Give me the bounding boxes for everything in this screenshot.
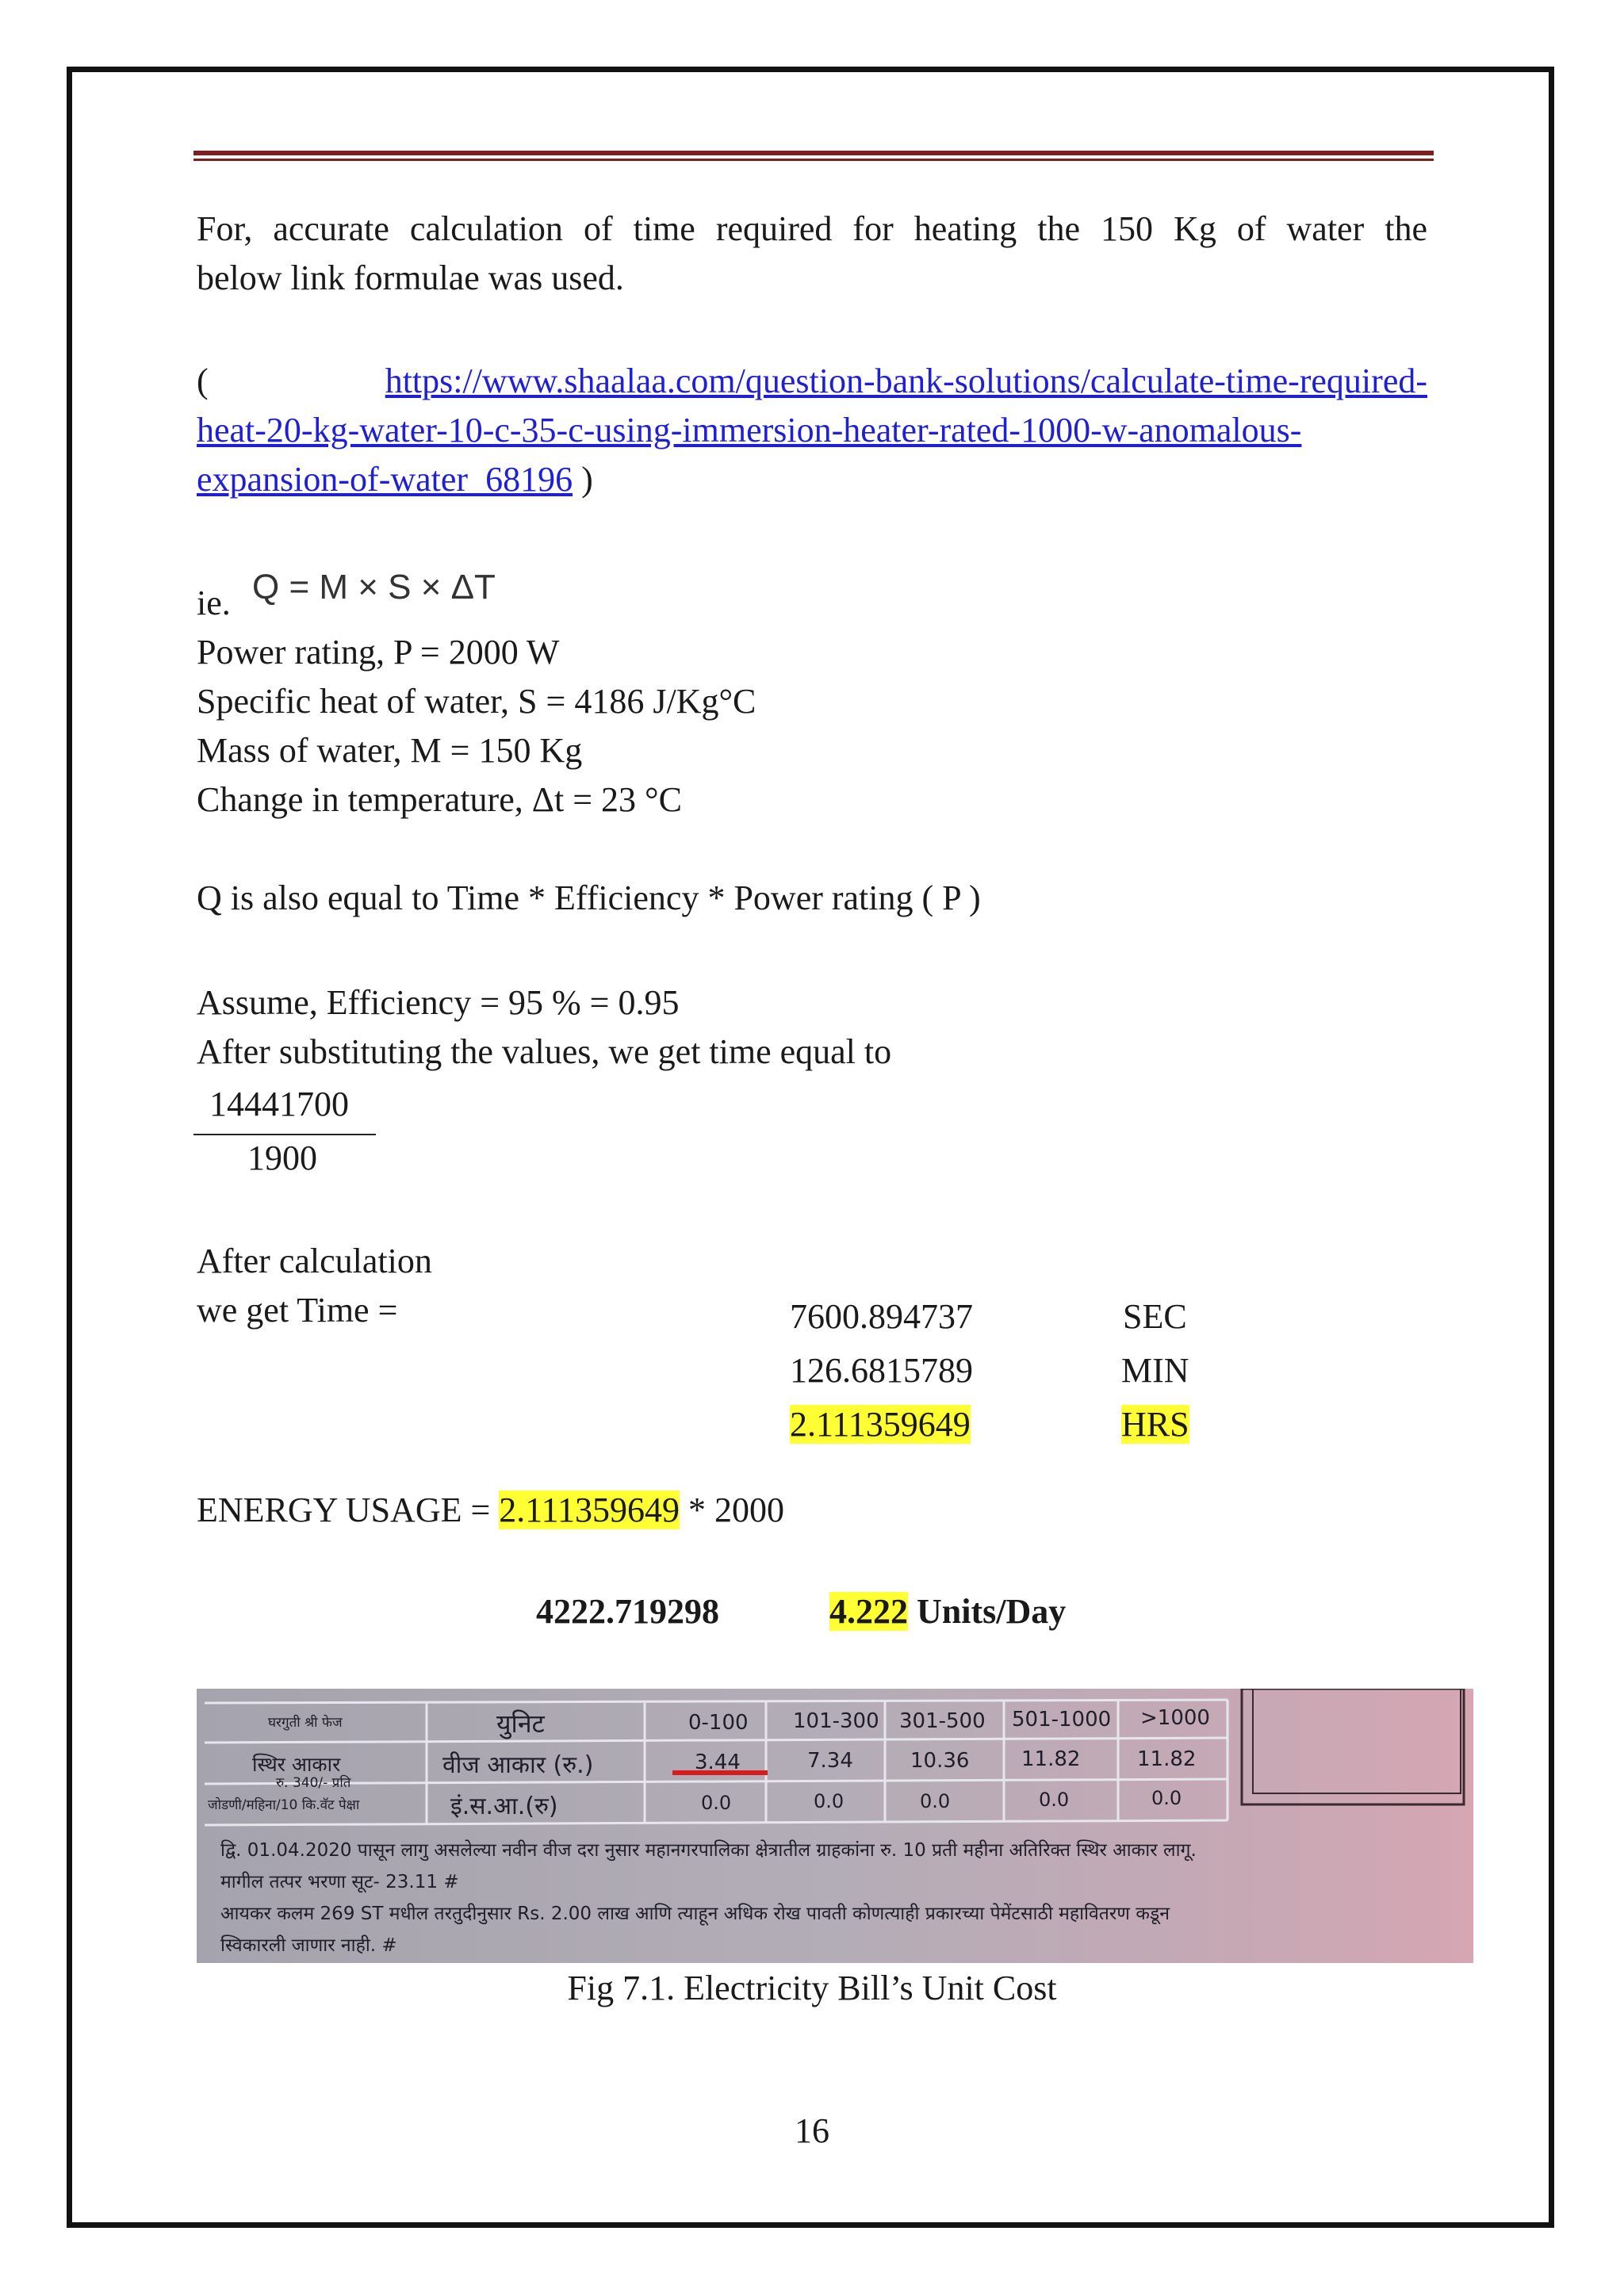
reference-paragraph [197, 357, 1427, 504]
energy-units-highlight: 4.222 [829, 1592, 908, 1631]
given-mass: Mass of water, M = 150 Kg [197, 731, 583, 770]
reference-line-1 [197, 357, 1427, 406]
time-sec-unit: SEC [1123, 1297, 1187, 1336]
bill-unit-header: युनिट [496, 1709, 545, 1739]
after-calculation: After calculation [197, 1242, 432, 1280]
bill-fixed-charge-label: स्थिर आकार [252, 1753, 341, 1776]
bill-fuel-charge-label: इं.स.आ.(रु) [450, 1793, 558, 1820]
bill-slab-2: 101-300 [793, 1709, 879, 1733]
bill-connection-label: जोडणी/महिना/10 कि.वॅट पेक्षा [208, 1797, 360, 1813]
ie-label: ie. [197, 584, 231, 622]
intro-paragraph [197, 205, 1427, 303]
bill-rate-3: 10.36 [910, 1749, 970, 1773]
time-hrs-unit-highlight: HRS [1121, 1405, 1189, 1444]
electricity-bill-photo [197, 1689, 1473, 1963]
bill-note-4: स्विकारली जाणार नाही. # [220, 1935, 397, 1956]
figure-caption: Fig 7.1. Electricity Bill’s Unit Cost [567, 1969, 1057, 2007]
substitution-text: After substituting the values, we get time equal to [197, 1032, 892, 1071]
intro-line-2: below link formulae was used. [197, 258, 624, 297]
bill-slab-1: 0-100 [688, 1711, 749, 1735]
get-time-label: we get Time = [197, 1291, 398, 1330]
bill-fac-3: 0.0 [920, 1790, 951, 1812]
intro-line-1: For, accurate calculation of time required for heating the 150 Kg of water the [197, 209, 1427, 248]
q-statement: Q is also equal to Time * Efficiency * Power rating ( P ) [197, 878, 981, 917]
fraction-numerator: 14441700 [209, 1085, 349, 1123]
header-rule [193, 151, 1434, 155]
reference-line-2 [197, 406, 1427, 455]
bill-fac-1: 0.0 [701, 1792, 732, 1814]
energy-wh-value: 4222.719298 [536, 1592, 719, 1631]
bill-slab-3: 301-500 [899, 1709, 986, 1733]
bill-slab-4: 501-1000 [1012, 1708, 1112, 1732]
reference-link-part-3[interactable]: expansion-of-water_68196 [197, 460, 573, 499]
bill-rate-1: 3.44 [695, 1751, 741, 1774]
bill-fixed-charge-sub: रु. 340/- प्रति [276, 1775, 351, 1791]
given-power: Power rating, P = 2000 W [197, 633, 560, 672]
time-sec-value: 7600.894737 [790, 1297, 973, 1336]
reference-link-part-2[interactable]: heat-20-kg-water-10-c-35-c-using-immersion-heater-rated-1000-w-anomalous- [197, 411, 1302, 450]
efficiency-assumption: Assume, Efficiency = 95 % = 0.95 [197, 983, 680, 1022]
time-hrs-unit [1121, 1400, 1189, 1449]
close-paren: ) [573, 460, 593, 499]
heat-formula: Q = M × S × ΔT [252, 568, 496, 607]
bill-rate-5: 11.82 [1137, 1747, 1197, 1771]
reference-line-3 [197, 455, 1427, 504]
bill-fac-4: 0.0 [1039, 1789, 1070, 1811]
bill-note-2: मागील तत्पर भरणा सूट- 23.11 # [220, 1872, 459, 1892]
reference-link-part-1[interactable]: https://www.shaalaa.com/question-bank-solutions/calculate-time-required- [385, 362, 1427, 400]
bill-note-3: आयकर कलम 269 ST मधील तरतुदीनुसार Rs. 2.00 लाख आणि त्याहून अधिक रोख पावती कोणत्याही प्रकारच्या पेमेंटसाठी महावितरण कडून [220, 1904, 1170, 1924]
energy-prefix: ENERGY USAGE = [197, 1490, 500, 1529]
bill-note-1: द्वि. 01.04.2020 पासून लागु असलेल्या नवीन वीज दरा नुसार महानगरपालिका क्षेत्रातील ग्राहकांना रु. 10 प्रती महीना अतिरिक्त स्थिर आकार लागू. [220, 1840, 1197, 1861]
time-hrs-highlight: 2.111359649 [790, 1405, 971, 1444]
given-temp-change: Change in temperature, Δt = 23 °C [197, 780, 683, 819]
energy-hours-highlight: 2.111359649 [499, 1490, 680, 1529]
bill-fac-5: 0.0 [1151, 1787, 1182, 1809]
bill-rate-2: 7.34 [807, 1749, 853, 1773]
energy-units-line [829, 1587, 1066, 1636]
page-number: 16 [795, 2111, 829, 2150]
bill-phase-label: घरगुती श्री फेज [268, 1715, 343, 1731]
time-min-unit: MIN [1121, 1351, 1189, 1390]
open-paren: ( [197, 362, 209, 400]
bill-energy-charge-label: वीज आकार (रु.) [442, 1751, 594, 1779]
header-rule-thin [193, 159, 1434, 161]
given-specific-heat: Specific heat of water, S = 4186 J/Kg°C [197, 682, 756, 721]
energy-suffix: * 2000 [680, 1490, 785, 1529]
energy-units-label: Units/Day [908, 1592, 1067, 1631]
fraction-denominator: 1900 [247, 1138, 317, 1177]
energy-usage-line [197, 1486, 784, 1535]
bill-rate-4: 11.82 [1021, 1747, 1081, 1771]
time-min-value: 126.6815789 [790, 1351, 973, 1390]
bill-fac-2: 0.0 [814, 1790, 845, 1812]
time-hrs-value [790, 1400, 971, 1449]
bill-slab-5: >1000 [1140, 1706, 1210, 1730]
